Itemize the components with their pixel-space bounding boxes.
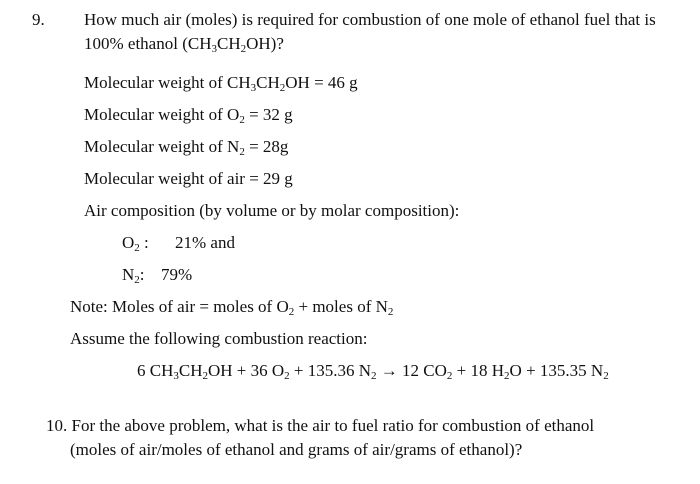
question-10-line1: 10. For the above problem, what is the air to fuel ratio for combustion of ethanol — [46, 416, 595, 435]
question-9-text-line2 — [84, 33, 284, 55]
n2-composition-line — [122, 264, 145, 286]
note-sub1: 2 — [288, 306, 295, 318]
n2-label: N — [122, 265, 135, 284]
question-9-number: 9. — [32, 10, 45, 29]
mw-ethanol-post: OH = 46 g — [285, 73, 358, 92]
reaction-s4: 2 — [371, 370, 377, 382]
n2-colon: : — [139, 265, 145, 284]
q9-line2-post: OH)? — [246, 34, 284, 53]
note-sub2: 2 — [387, 306, 394, 318]
reaction-s1: 3 — [173, 370, 179, 382]
note-line — [70, 296, 393, 318]
mw-ethanol-sub1: 3 — [250, 82, 257, 94]
mw-ethanol-line — [84, 72, 358, 94]
reaction-t7: O + 135.35 N — [509, 361, 604, 380]
mw-ethanol-pre: Molecular weight of CH — [84, 73, 251, 92]
reaction-s6: 2 — [504, 370, 510, 382]
reaction-t4: + 135.36 N — [289, 361, 372, 380]
reaction-t3: OH + 36 O — [208, 361, 285, 380]
reaction-t5: → 12 CO — [376, 361, 447, 380]
reaction-s5: 2 — [446, 370, 453, 382]
mw-o2-pre: Molecular weight of O — [84, 105, 240, 124]
mw-o2-line — [84, 104, 293, 126]
mw-ethanol-mid: CH — [256, 73, 280, 92]
reaction-t1: 6 CH — [137, 361, 174, 380]
air-composition-heading: Air composition (by volume or by molar composition): — [84, 201, 460, 220]
note-mid: + moles of N — [294, 297, 388, 316]
reaction-s7: 2 — [603, 370, 609, 382]
reaction-s2: 2 — [202, 370, 208, 382]
question-9-line1-text: How much air (moles) is required for combustion of one mole of ethanol fuel that is — [84, 10, 656, 29]
mw-n2-pre: Molecular weight of N — [84, 137, 240, 156]
mw-ethanol-sub2: 2 — [279, 82, 286, 94]
q9-line2-pre: 100% ethanol (CH — [84, 34, 212, 53]
q9-line2-mid: CH — [216, 34, 241, 53]
assume-line: Assume the following combustion reaction: — [70, 329, 368, 348]
question-9-text-line1 — [84, 9, 656, 31]
q9-line2-sub2: 2 — [240, 43, 247, 55]
o2-label-sub: 2 — [134, 242, 140, 254]
reaction-t2: CH — [178, 361, 203, 380]
o2-composition-value: 21% and — [175, 233, 235, 252]
n2-label-sub: 2 — [134, 274, 140, 286]
combustion-reaction — [137, 360, 609, 382]
mw-n2-sub: 2 — [239, 146, 245, 158]
note-pre: Note: Moles of air = moles of O — [70, 297, 289, 316]
mw-air-line: Molecular weight of air = 29 g — [84, 169, 293, 188]
n2-composition-value: 79% — [161, 265, 193, 284]
o2-label: O — [122, 233, 135, 252]
reaction-s3: 2 — [284, 370, 290, 382]
q9-line2-sub1: 3 — [211, 43, 217, 55]
mw-n2-post: = 28g — [244, 137, 289, 156]
o2-composition-line — [122, 232, 149, 254]
mw-n2-line — [84, 136, 288, 158]
mw-o2-post: = 32 g — [244, 105, 293, 124]
o2-colon: : — [139, 233, 149, 252]
question-10-line2: (moles of air/moles of ethanol and grams of air/grams of ethanol)? — [70, 440, 523, 459]
reaction-t6: + 18 H — [452, 361, 505, 380]
mw-o2-sub: 2 — [239, 114, 245, 126]
